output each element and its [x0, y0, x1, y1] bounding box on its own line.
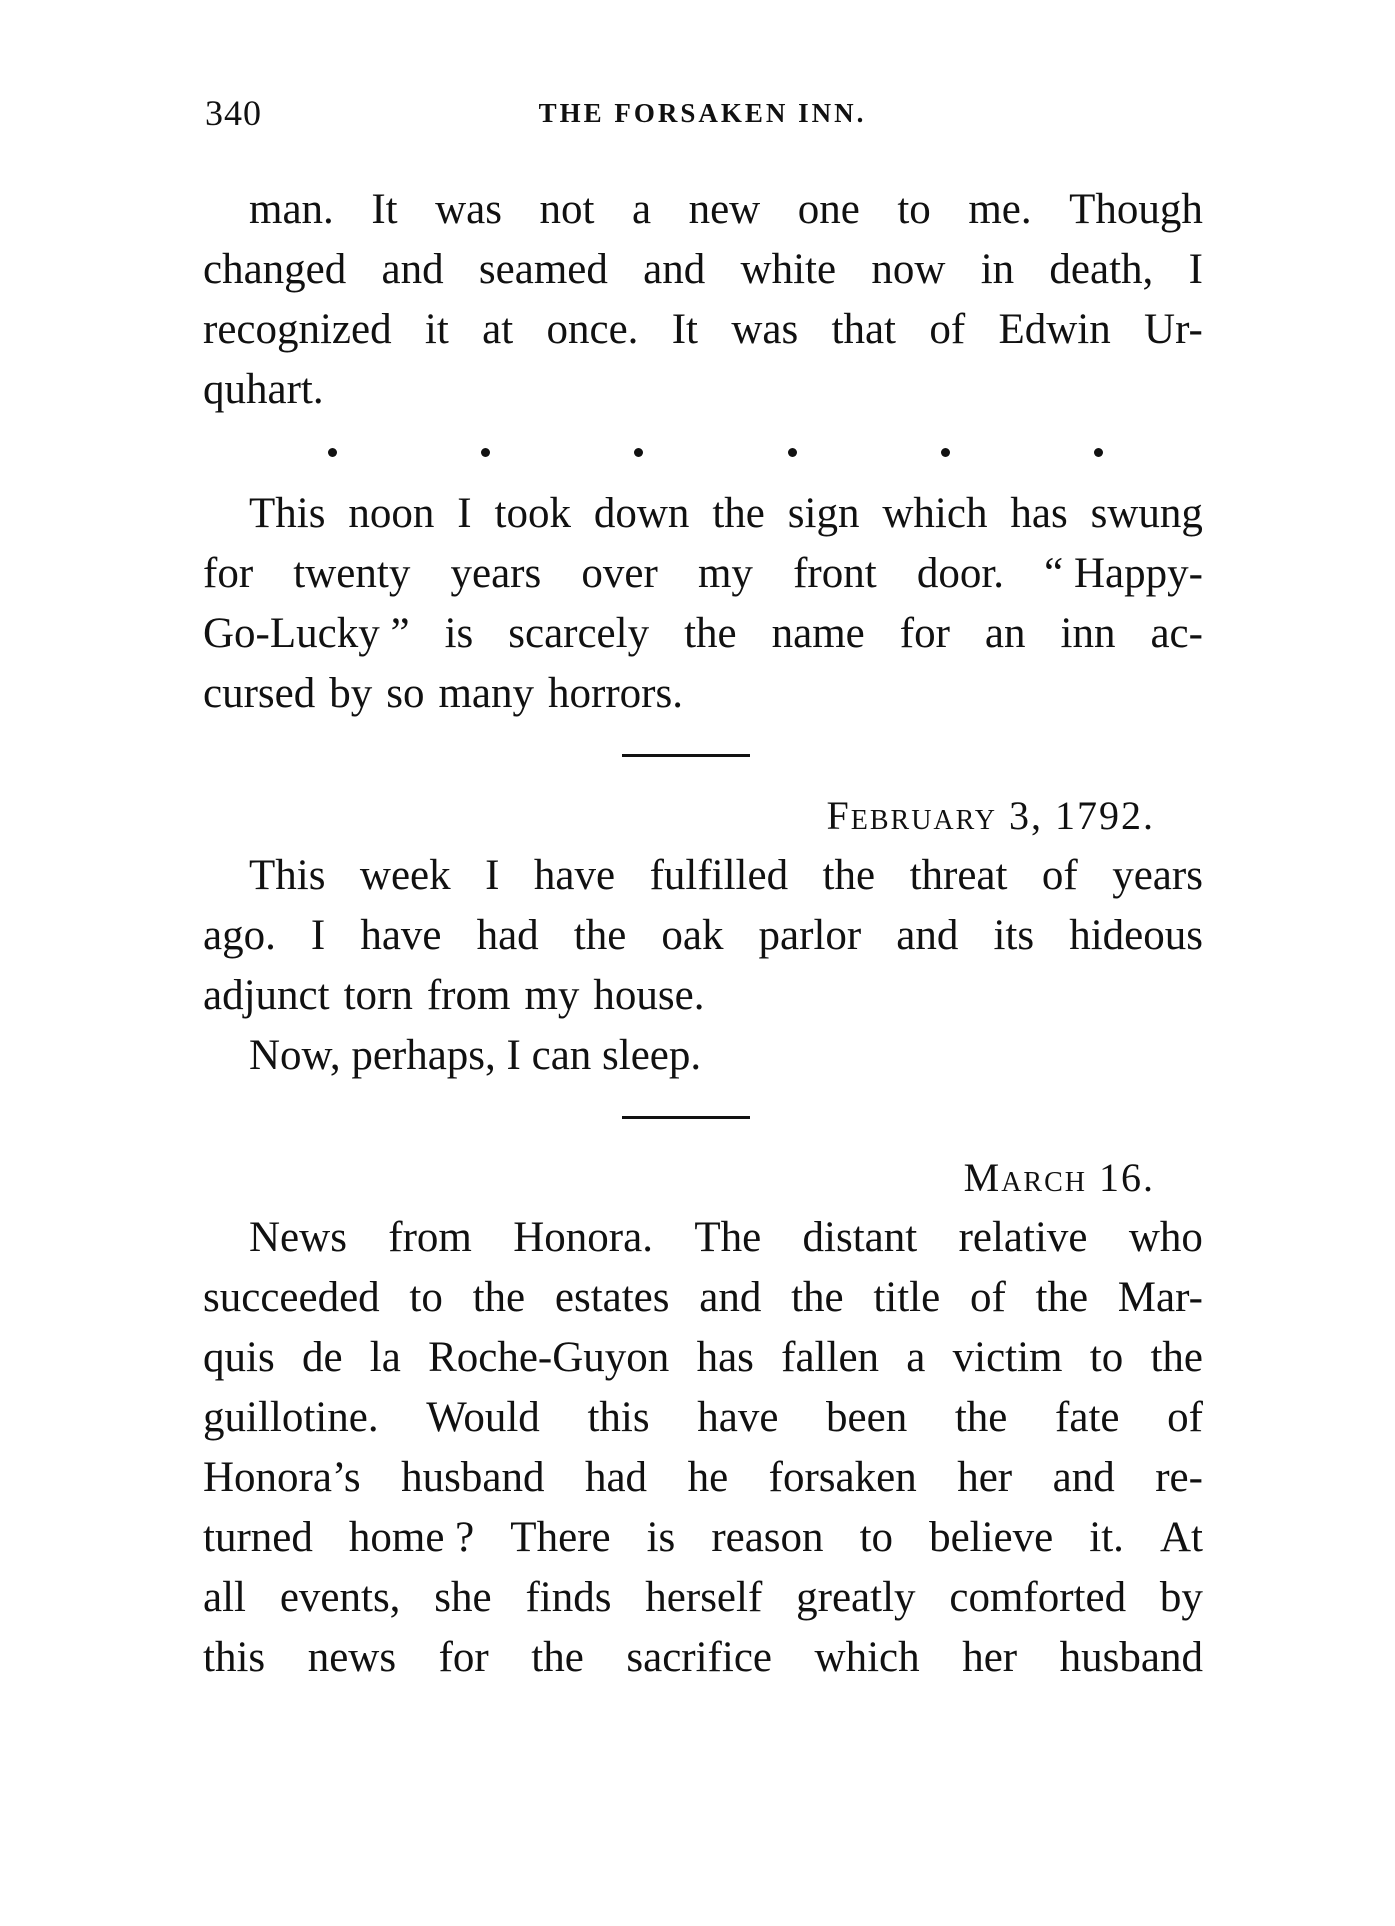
- word: I: [457, 490, 472, 537]
- word: at: [482, 306, 514, 353]
- word: recognized: [203, 306, 392, 353]
- word: Honora’s: [203, 1454, 361, 1501]
- word: threat: [909, 852, 1008, 899]
- word: down: [593, 490, 690, 537]
- text-line: [203, 300, 1203, 360]
- word: victim: [952, 1334, 1063, 1381]
- word: quhart.: [203, 366, 324, 413]
- word: the: [712, 490, 765, 537]
- text-line: [203, 1388, 1203, 1448]
- word: name: [771, 610, 865, 657]
- word: her: [957, 1454, 1013, 1501]
- text-line: [203, 1508, 1203, 1568]
- word: over: [581, 550, 658, 597]
- word: home ?: [348, 1514, 475, 1561]
- word: Roche-Guyon: [428, 1334, 670, 1381]
- word: “ Happy-: [1044, 550, 1203, 597]
- word: oak: [661, 912, 724, 959]
- word: to: [897, 186, 931, 233]
- word: noon: [348, 490, 435, 537]
- word: sacrifice: [626, 1634, 772, 1681]
- entry-date-1: February 3, 1792.: [826, 793, 1155, 838]
- word: the: [472, 1274, 526, 1321]
- word: and: [381, 246, 444, 293]
- page-body: [203, 180, 1203, 1688]
- word: scarcely: [508, 610, 650, 657]
- word: ago.: [203, 912, 276, 959]
- word: and: [643, 246, 706, 293]
- horizontal-rule: [622, 1116, 750, 1119]
- entry-date-2: March 16.: [963, 1155, 1155, 1200]
- word: Though: [1069, 186, 1203, 233]
- text-line: [203, 1328, 1203, 1388]
- word: guillotine.: [203, 1394, 379, 1441]
- word: news: [307, 1634, 397, 1681]
- word: from: [426, 972, 511, 1019]
- word: This: [249, 852, 326, 899]
- text-line: [203, 1268, 1203, 1328]
- word: Edwin: [998, 306, 1111, 353]
- text-line: [203, 1448, 1203, 1508]
- word: man.: [249, 186, 334, 233]
- word: I: [485, 852, 500, 899]
- word: have: [360, 912, 442, 959]
- word: for: [899, 610, 950, 657]
- word: for: [203, 550, 254, 597]
- closing-text: Now, perhaps, I can sleep.: [249, 1032, 702, 1079]
- word: de: [301, 1334, 343, 1381]
- word: was: [435, 186, 502, 233]
- word: one: [797, 186, 860, 233]
- word: of: [969, 1274, 1006, 1321]
- word: At: [1159, 1514, 1203, 1561]
- text-line: [203, 360, 1203, 420]
- ornament-dot: [1094, 448, 1103, 457]
- word: been: [826, 1394, 908, 1441]
- word: torn: [343, 972, 413, 1019]
- word: and: [896, 912, 959, 959]
- word: years: [450, 550, 542, 597]
- word: not: [539, 186, 595, 233]
- word: is: [444, 610, 474, 657]
- word: the: [791, 1274, 844, 1321]
- word: it: [424, 306, 449, 353]
- word: from: [388, 1214, 472, 1261]
- word: hideous: [1069, 912, 1203, 959]
- running-title: THE FORSAKEN INN.: [538, 98, 867, 128]
- word: re-: [1155, 1454, 1203, 1501]
- text-line: [203, 180, 1203, 240]
- word: for: [438, 1634, 489, 1681]
- ornament-dot: [634, 448, 643, 457]
- word: estates: [554, 1274, 670, 1321]
- word: It: [671, 306, 699, 353]
- word: the: [822, 852, 876, 899]
- word: of: [1167, 1394, 1203, 1441]
- word: fallen: [781, 1334, 880, 1381]
- word: reason: [711, 1514, 824, 1561]
- text-line: [203, 240, 1203, 300]
- word: had: [476, 912, 539, 959]
- word: and: [699, 1274, 762, 1321]
- word: changed: [203, 246, 347, 293]
- word: my: [524, 972, 580, 1019]
- word: years: [1112, 852, 1203, 899]
- word: believe: [929, 1514, 1054, 1561]
- word: sign: [787, 490, 860, 537]
- word: many: [438, 670, 535, 717]
- word: of: [1041, 852, 1078, 899]
- text-line: [203, 846, 1203, 906]
- word: Would: [426, 1394, 540, 1441]
- word: seamed: [478, 246, 608, 293]
- word: Ur-: [1144, 306, 1203, 353]
- word: the: [684, 610, 737, 657]
- word: I: [1188, 246, 1203, 293]
- word: my: [697, 550, 753, 597]
- text-line: [203, 664, 1203, 724]
- word: This: [249, 490, 326, 537]
- text-line: [203, 966, 1203, 1026]
- word: she: [434, 1574, 492, 1621]
- word: had: [584, 1454, 648, 1501]
- word: week: [359, 852, 451, 899]
- word: this: [203, 1634, 266, 1681]
- word: white: [740, 246, 837, 293]
- word: door.: [916, 550, 1005, 597]
- word: he: [687, 1454, 729, 1501]
- word: la: [369, 1334, 401, 1381]
- word: adjunct: [203, 972, 330, 1019]
- word: of: [929, 306, 966, 353]
- word: is: [646, 1514, 676, 1561]
- word: it.: [1089, 1514, 1124, 1561]
- word: was: [731, 306, 799, 353]
- paragraph-2: [203, 484, 1203, 724]
- section-rule-1: [203, 724, 1203, 786]
- word: relative: [958, 1214, 1088, 1261]
- word: ac-: [1150, 610, 1203, 657]
- word: fulfilled: [649, 852, 789, 899]
- word: by: [1159, 1574, 1203, 1621]
- word: It: [371, 186, 398, 233]
- word: to: [859, 1514, 894, 1561]
- word: succeeded: [203, 1274, 380, 1321]
- paragraph-4: [203, 1208, 1203, 1688]
- word: all: [203, 1574, 246, 1621]
- word: There: [510, 1514, 611, 1561]
- word: News: [249, 1214, 347, 1261]
- word: the: [954, 1394, 1008, 1441]
- word: parlor: [758, 912, 862, 959]
- word: and: [1052, 1454, 1115, 1501]
- word: new: [688, 186, 761, 233]
- word: has: [1010, 490, 1068, 537]
- text-line: [203, 544, 1203, 604]
- word: her: [962, 1634, 1018, 1681]
- word: a: [631, 186, 652, 233]
- section-ornament: [203, 428, 1203, 478]
- running-head: [205, 92, 1200, 142]
- word: who: [1128, 1214, 1203, 1261]
- word: events,: [279, 1574, 401, 1621]
- word: the: [531, 1634, 584, 1681]
- word: death,: [1049, 246, 1154, 293]
- word: quis: [203, 1334, 275, 1381]
- word: which: [814, 1634, 920, 1681]
- word: husband: [1059, 1634, 1203, 1681]
- word: so: [386, 670, 425, 717]
- word: have: [697, 1394, 779, 1441]
- word: house.: [593, 972, 705, 1019]
- word: front: [793, 550, 877, 597]
- ornament-dot: [481, 448, 490, 457]
- word: title: [873, 1274, 941, 1321]
- ornament-dot: [788, 448, 797, 457]
- horizontal-rule: [622, 754, 750, 757]
- word: me.: [968, 186, 1032, 233]
- word: turned: [203, 1514, 313, 1561]
- text-line: [203, 1628, 1203, 1688]
- page-number: 340: [205, 93, 262, 133]
- text-line: [203, 484, 1203, 544]
- word: inn: [1060, 610, 1116, 657]
- word: forsaken: [768, 1454, 917, 1501]
- word: an: [984, 610, 1026, 657]
- text-line: [203, 604, 1203, 664]
- word: its: [993, 912, 1035, 959]
- word: the: [1150, 1334, 1203, 1381]
- word: in: [980, 246, 1015, 293]
- ornament-dot: [941, 448, 950, 457]
- word: have: [533, 852, 616, 899]
- word: to: [409, 1274, 443, 1321]
- word: I: [310, 912, 326, 959]
- word: twenty: [293, 550, 411, 597]
- closing-line: [203, 1026, 1203, 1086]
- word: fate: [1055, 1394, 1120, 1441]
- paragraph-3: [203, 846, 1203, 1026]
- word: by: [329, 670, 373, 717]
- word: now: [871, 246, 946, 293]
- word: horrors.: [548, 670, 683, 717]
- ornament-dot: [328, 448, 337, 457]
- word: greatly: [796, 1574, 916, 1621]
- section-rule-2: [203, 1086, 1203, 1148]
- word: comforted: [949, 1574, 1127, 1621]
- word: swung: [1090, 490, 1203, 537]
- word: took: [494, 490, 571, 537]
- text-line: [203, 1568, 1203, 1628]
- word: Honora.: [513, 1214, 653, 1261]
- paragraph-1: [203, 180, 1203, 420]
- word: has: [696, 1334, 754, 1381]
- word: once.: [546, 306, 639, 353]
- text-line: [203, 906, 1203, 966]
- word: husband: [401, 1454, 545, 1501]
- word: that: [831, 306, 896, 353]
- word: the: [1035, 1274, 1089, 1321]
- word: this: [587, 1394, 650, 1441]
- word: cursed: [203, 670, 316, 717]
- word: distant: [802, 1214, 918, 1261]
- word: finds: [525, 1574, 612, 1621]
- word: herself: [645, 1574, 763, 1621]
- text-line: [203, 1208, 1203, 1268]
- word: The: [694, 1214, 762, 1261]
- word: Mar-: [1117, 1274, 1203, 1321]
- word: to: [1089, 1334, 1124, 1381]
- word: a: [906, 1334, 926, 1381]
- word: Go-Lucky ”: [203, 610, 410, 657]
- word: which: [882, 490, 988, 537]
- word: the: [573, 912, 627, 959]
